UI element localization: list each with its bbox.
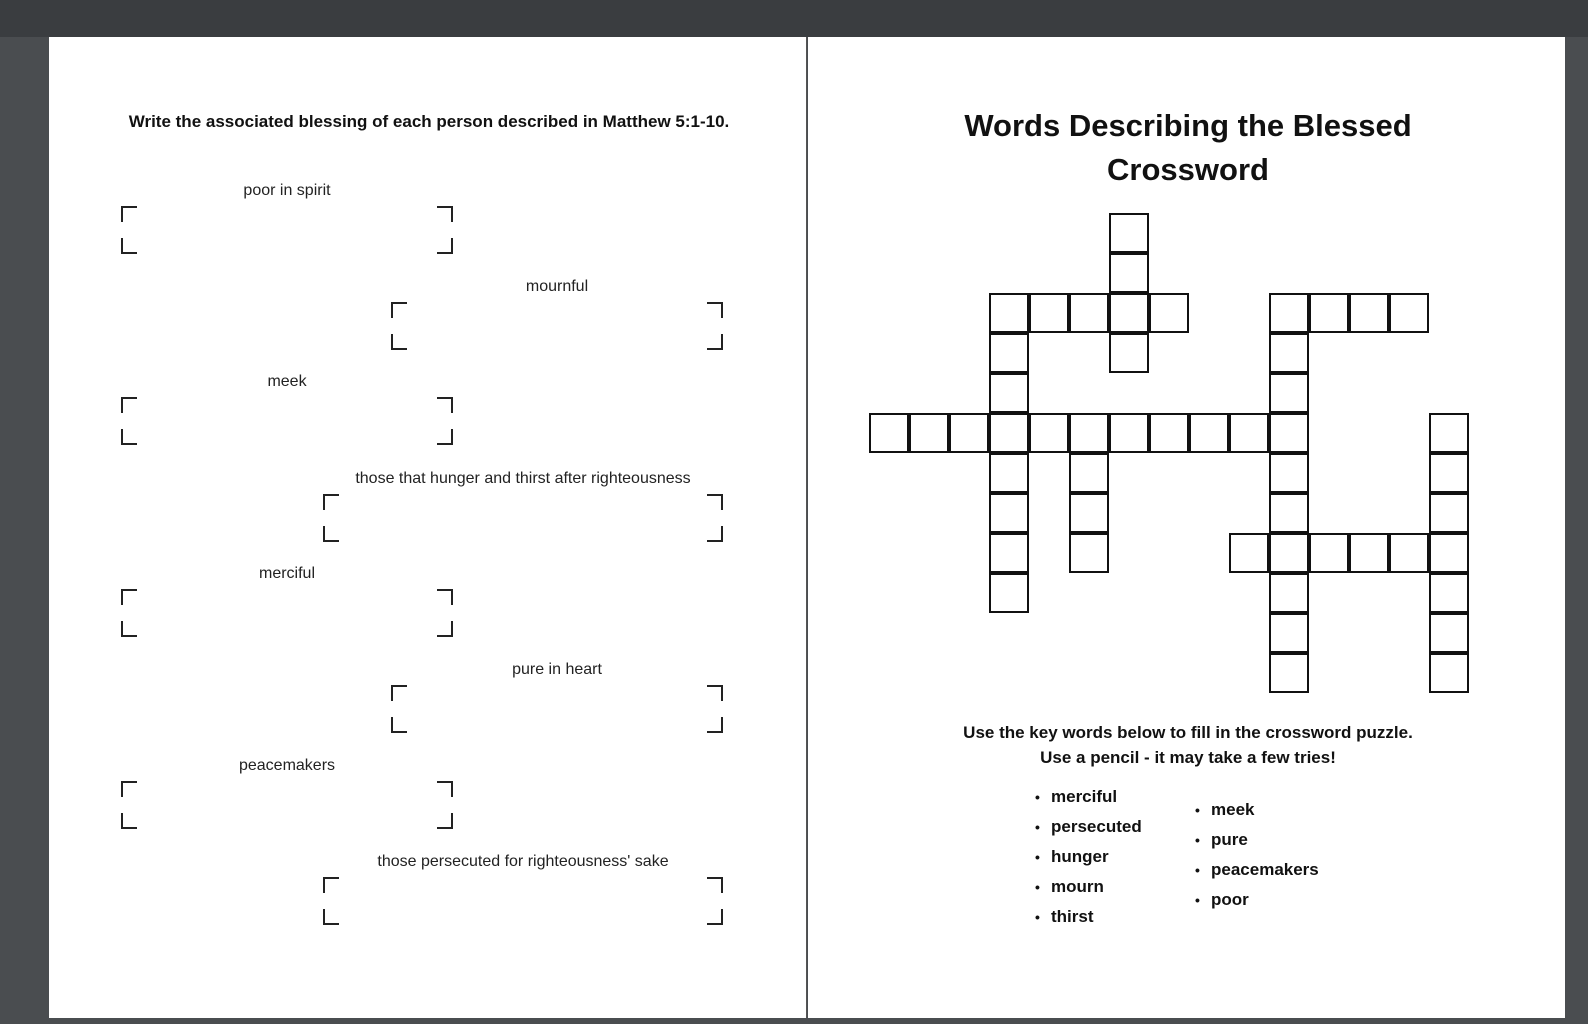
word-bank-column-1 xyxy=(1033,782,1142,932)
crossword-cell[interactable] xyxy=(1149,293,1189,333)
crossword-cell[interactable] xyxy=(1109,333,1149,373)
bracket-corner xyxy=(437,238,453,254)
blessing-box-meek[interactable] xyxy=(121,373,453,445)
crossword-cell[interactable] xyxy=(1429,653,1469,693)
crossword-cell[interactable] xyxy=(1189,413,1229,453)
word-bank-item: • mourn xyxy=(1033,872,1142,902)
bracket-corner xyxy=(437,429,453,445)
crossword-cell[interactable] xyxy=(1109,413,1149,453)
bracket-corner xyxy=(391,302,407,318)
blessing-label: merciful xyxy=(258,565,315,582)
bracket-corner xyxy=(707,494,723,510)
crossword-cell[interactable] xyxy=(1429,413,1469,453)
blessings-instructions: Write the associated blessing of each person described in Matthew 5:1-10. xyxy=(128,112,730,131)
blessing-label: those persecuted for righteousness' sake xyxy=(377,853,669,870)
bracket-corner xyxy=(121,397,137,413)
crossword-cell[interactable] xyxy=(1429,493,1469,533)
bracket-corner xyxy=(323,909,339,925)
bracket-corner xyxy=(707,526,723,542)
word-bank-item: • peacemakers xyxy=(1193,855,1319,885)
bracket-corner xyxy=(391,685,407,701)
bracket-corner xyxy=(707,685,723,701)
bracket-corner xyxy=(437,813,453,829)
crossword-cell[interactable] xyxy=(1269,613,1309,653)
bracket-corner xyxy=(121,238,137,254)
blessing-label: mournful xyxy=(525,278,589,295)
crossword-cell[interactable] xyxy=(1229,413,1269,453)
word-bank-item: • pure xyxy=(1193,825,1319,855)
word-bank-item: • hunger xyxy=(1033,842,1142,872)
crossword-cell[interactable] xyxy=(1069,493,1109,533)
bracket-corner xyxy=(707,334,723,350)
word-bank-item: • persecuted xyxy=(1033,812,1142,842)
bracket-corner xyxy=(323,877,339,893)
blessing-box-mournful[interactable] xyxy=(391,278,723,350)
crossword-cell[interactable] xyxy=(1269,333,1309,373)
crossword-cell[interactable] xyxy=(1349,533,1389,573)
crossword-cell[interactable] xyxy=(1269,373,1309,413)
crossword-cell[interactable] xyxy=(989,373,1029,413)
crossword-cell[interactable] xyxy=(1269,493,1309,533)
bracket-corner xyxy=(707,877,723,893)
crossword-cell[interactable] xyxy=(1269,413,1309,453)
crossword-cell[interactable] xyxy=(1429,453,1469,493)
crossword-cell[interactable] xyxy=(1269,653,1309,693)
blessing-label: peacemakers xyxy=(238,757,336,774)
bracket-corner xyxy=(437,589,453,605)
worksheet-page-left xyxy=(49,37,807,1018)
crossword-title: Words Describing the Blessed Crossword xyxy=(964,108,1412,187)
bracket-corner xyxy=(437,621,453,637)
blessing-box-peacemakers[interactable] xyxy=(121,757,453,829)
blessing-box-merciful[interactable] xyxy=(121,565,453,637)
bracket-corner xyxy=(121,429,137,445)
crossword-cell[interactable] xyxy=(1229,533,1269,573)
crossword-cell[interactable] xyxy=(1269,573,1309,613)
blessing-box-hunger-thirst[interactable] xyxy=(323,470,723,542)
crossword-cell[interactable] xyxy=(989,293,1029,333)
crossword-cell[interactable] xyxy=(1149,413,1189,453)
crossword-cell[interactable] xyxy=(1109,293,1149,333)
crossword-cell[interactable] xyxy=(1429,533,1469,573)
blessing-box-persecuted[interactable] xyxy=(323,853,723,925)
crossword-instructions-line1: Use the key words below to fill in the crossword puzzle. xyxy=(963,723,1413,742)
crossword-instructions-line2: Use a pencil - it may take a few tries! xyxy=(1040,748,1336,767)
crossword-cell[interactable] xyxy=(989,413,1029,453)
bracket-corner xyxy=(707,909,723,925)
crossword-cell[interactable] xyxy=(989,453,1029,493)
blessing-label: pure in heart xyxy=(512,661,602,678)
crossword-cell[interactable] xyxy=(1069,533,1109,573)
bracket-corner xyxy=(121,813,137,829)
crossword-cell[interactable] xyxy=(1349,293,1389,333)
blessing-label: poor in spirit xyxy=(243,182,331,199)
crossword-cell[interactable] xyxy=(989,573,1029,613)
crossword-cell[interactable] xyxy=(1029,413,1069,453)
bracket-corner xyxy=(707,302,723,318)
blessing-box-pure-in-heart[interactable] xyxy=(391,661,723,733)
word-bank-column-2 xyxy=(1193,795,1319,915)
bracket-corner xyxy=(121,589,137,605)
bracket-corner xyxy=(121,781,137,797)
crossword-cell[interactable] xyxy=(1069,413,1109,453)
crossword-cell[interactable] xyxy=(1269,453,1309,493)
crossword-cell[interactable] xyxy=(1429,573,1469,613)
crossword-cell[interactable] xyxy=(1069,453,1109,493)
bracket-corner xyxy=(323,494,339,510)
worksheet-page-right xyxy=(808,37,1565,1018)
blessing-box-poor-in-spirit[interactable] xyxy=(121,182,453,254)
crossword-cell[interactable] xyxy=(1429,613,1469,653)
blessing-label: those that hunger and thirst after righteousness xyxy=(355,470,691,487)
word-bank-item: • poor xyxy=(1193,885,1319,915)
word-bank-item: • thirst xyxy=(1033,902,1142,932)
crossword-cell[interactable] xyxy=(1029,293,1069,333)
bracket-corner xyxy=(707,717,723,733)
crossword-cell[interactable] xyxy=(1269,293,1309,333)
bracket-corner xyxy=(391,334,407,350)
crossword-cell[interactable] xyxy=(989,333,1029,373)
word-bank-item: • meek xyxy=(1193,795,1319,825)
crossword-cell[interactable] xyxy=(1309,533,1349,573)
crossword-cell[interactable] xyxy=(989,533,1029,573)
crossword-cell[interactable] xyxy=(1309,293,1349,333)
crossword-cell[interactable] xyxy=(1069,293,1109,333)
crossword-cell[interactable] xyxy=(989,493,1029,533)
crossword-cell[interactable] xyxy=(1109,253,1149,293)
bracket-corner xyxy=(437,781,453,797)
crossword-cell[interactable] xyxy=(949,413,989,453)
viewer-toolbar xyxy=(0,0,1588,37)
bracket-corner xyxy=(323,526,339,542)
word-bank-item: • merciful xyxy=(1033,782,1142,812)
bracket-corner xyxy=(437,397,453,413)
bracket-corner xyxy=(437,206,453,222)
bracket-corner xyxy=(121,206,137,222)
bracket-corner xyxy=(391,717,407,733)
bracket-corner xyxy=(121,621,137,637)
crossword-cell[interactable] xyxy=(1109,213,1149,253)
crossword-cell[interactable] xyxy=(869,413,909,453)
crossword-cell[interactable] xyxy=(1269,533,1309,573)
crossword-cell[interactable] xyxy=(1389,533,1429,573)
crossword-cell[interactable] xyxy=(909,413,949,453)
blessing-label: meek xyxy=(267,373,307,390)
crossword-cell[interactable] xyxy=(1389,293,1429,333)
crossword-instructions xyxy=(878,720,1498,770)
